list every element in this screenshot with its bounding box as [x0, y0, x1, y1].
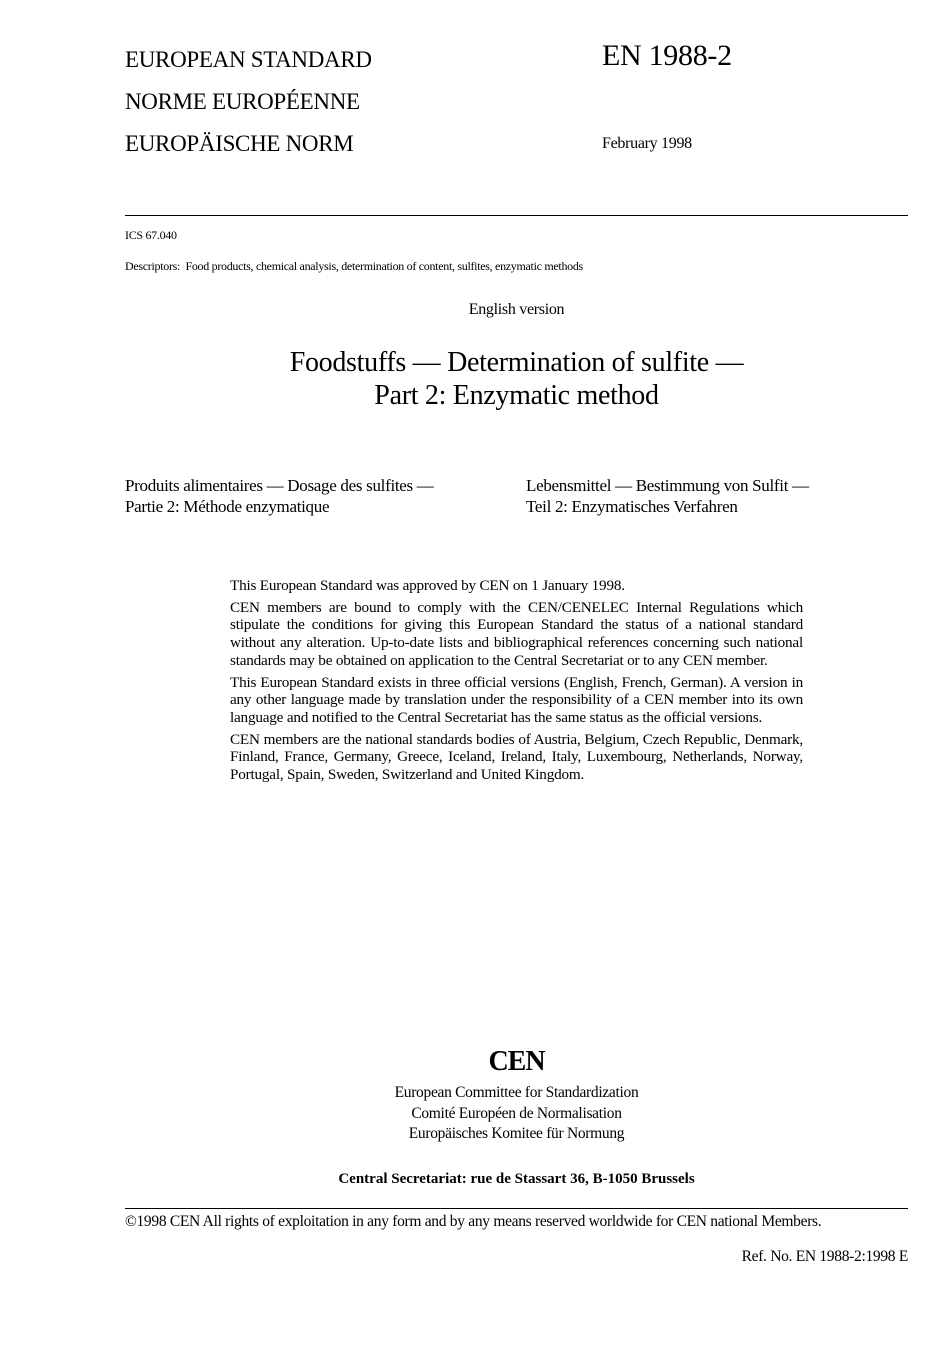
copyright-notice: ©1998 CEN All rights of exploitation in any form and by any means reserved worldwide for CEN national Members. [125, 1213, 822, 1230]
members-paragraph: CEN members are the national standards bodies of Austria, Belgium, Czech Republic, Denmark, Finland, France, Germany, Greece, Iceland, Ireland, Italy, Luxembourg, Netherlands, Norway, Portugal, Spain, Sweden, Switzerland and United Kingdom. [230, 730, 803, 784]
secretariat-address: Central Secretariat: rue de Stassart 36, B-1050 Brussels [338, 1171, 695, 1187]
descriptors: Descriptors: Food products, chemical analysis, determination of content, sulfites, enzymatic methods [125, 259, 583, 273]
version-label: English version [468, 301, 565, 318]
publication-date: February 1998 [602, 135, 692, 152]
document-title-line1: Foodstuffs — Determination of sulfite — [289, 347, 744, 378]
header-divider [125, 215, 908, 216]
title-english: EUROPEAN STANDARD [125, 47, 372, 72]
german-title-line2: Teil 2: Enzymatisches Verfahren [526, 497, 738, 516]
cen-name-english: European Committee for Standardization [394, 1084, 639, 1101]
document-title-line2: Part 2: Enzymatic method [374, 380, 659, 411]
title-german: EUROPÄISCHE NORM [125, 131, 354, 156]
title-french: NORME EUROPÉENNE [125, 89, 360, 114]
ics-code: ICS 67.040 [125, 228, 177, 242]
cen-name-french: Comité Européen de Normalisation [411, 1105, 622, 1122]
cen-name-german: Europäisches Komitee für Normung [408, 1125, 625, 1142]
versions-paragraph: This European Standard exists in three official versions (English, French, German). A version in any other language made by translation under the responsibility of a CEN member into its own language and notified to the Central Secretariat has the same status as the official versions. [230, 673, 803, 726]
cen-logo: CEN [488, 1046, 545, 1077]
german-title [526, 475, 809, 517]
french-title [125, 475, 434, 517]
reference-number: Ref. No. EN 1988-2:1998 E [741, 1248, 908, 1265]
approval-paragraph: This European Standard was approved by CEN on 1 January 1998. [230, 577, 625, 594]
french-title-line2: Partie 2: Méthode enzymatique [125, 497, 330, 516]
standard-number: EN 1988-2 [602, 39, 732, 72]
german-title-line1: Lebensmittel — Bestimmung von Sulfit — [526, 476, 809, 495]
footer-divider [125, 1208, 908, 1209]
french-title-line1: Produits alimentaires — Dosage des sulfites — [125, 476, 434, 495]
compliance-paragraph: CEN members are bound to comply with the CEN/CENELEC Internal Regulations which stipulate the conditions for giving this European Standard the status of a national standard without any alteration. Up-to-date lists and bibliographical references concerning such national standards may be obtained on application to the Central Secretariat or to any CEN member. [230, 598, 803, 669]
approval-text [230, 577, 803, 788]
